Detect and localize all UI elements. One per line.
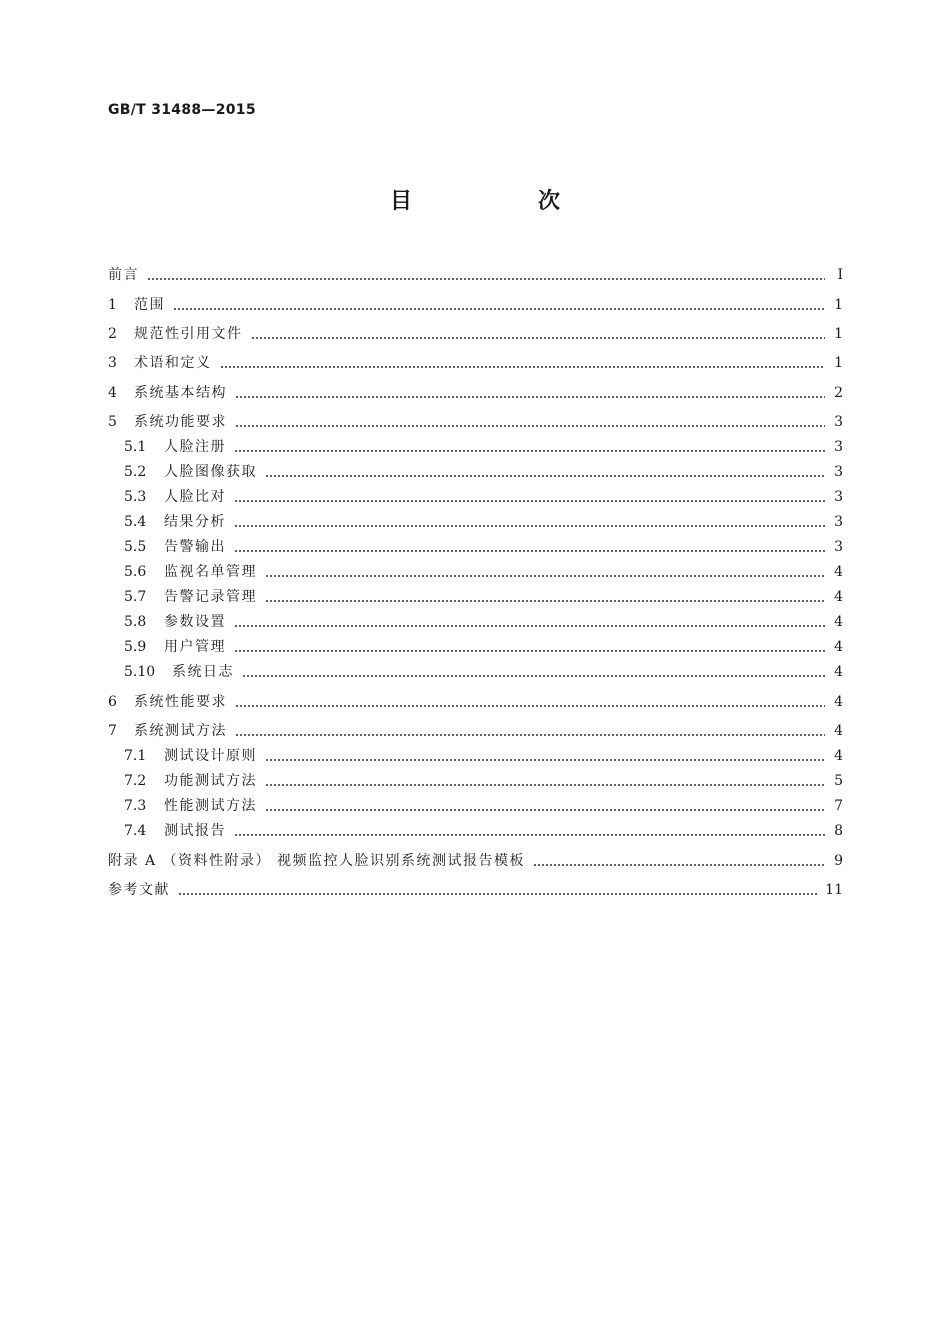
toc-dot-leader	[234, 650, 825, 652]
toc-entry[interactable]	[108, 848, 843, 870]
toc-title: 目 次	[389, 189, 612, 214]
toc-entry[interactable]	[124, 559, 843, 581]
toc-dot-leader	[265, 759, 825, 761]
toc-entry-page-number: 4	[834, 748, 843, 764]
toc-entry-page-number: 4	[834, 664, 843, 680]
toc-entry-page-number: 2	[834, 385, 843, 401]
toc-entry[interactable]	[108, 718, 843, 740]
toc-entry-number: 2	[108, 326, 117, 342]
toc-entry-title: 告警记录管理	[164, 589, 257, 605]
toc-dot-leader	[234, 450, 825, 452]
toc-entry-title: 系统测试方法	[134, 723, 227, 739]
toc-entry-title: 参考文献	[108, 882, 170, 898]
toc-entry-number: 5.4	[124, 514, 147, 530]
toc-entry-page-number: 3	[834, 439, 843, 455]
toc-entry[interactable]	[124, 793, 843, 815]
toc-dot-leader	[235, 425, 825, 427]
toc-entry-title: 监视名单管理	[164, 564, 257, 580]
toc-dot-leader	[234, 525, 825, 527]
toc-entry[interactable]	[124, 659, 843, 681]
toc-entry-page-number: 4	[834, 639, 843, 655]
toc-entry-page-number: 9	[834, 853, 843, 869]
toc-entry-page-number: 4	[834, 614, 843, 630]
toc-entry-page-number: 4	[834, 564, 843, 580]
toc-entry-page-number: 3	[834, 464, 843, 480]
toc-dot-leader	[235, 705, 825, 707]
toc-entry[interactable]	[124, 743, 843, 765]
toc-entry-number: 4	[108, 385, 117, 401]
toc-entry-title: 测试报告	[164, 823, 226, 839]
toc-entry-number: 5.8	[124, 614, 147, 630]
toc-dot-leader	[178, 893, 817, 895]
toc-dot-leader	[251, 337, 826, 339]
toc-entry-title: 告警输出	[164, 539, 226, 555]
toc-entry-title: 系统基本结构	[134, 385, 227, 401]
toc-dot-leader	[242, 675, 825, 677]
toc-entry-title: 参数设置	[164, 614, 226, 630]
toc-entry-title: 用户管理	[164, 639, 226, 655]
toc-entry-page-number: 7	[834, 798, 843, 814]
toc-entry-page-number: 4	[834, 589, 843, 605]
toc-dot-leader	[265, 784, 825, 786]
toc-entry-number: 5.9	[124, 639, 147, 655]
toc-entry-number: 7.3	[124, 798, 147, 814]
toc-entry[interactable]	[108, 321, 843, 343]
toc-dot-leader	[147, 278, 825, 280]
toc-dot-leader	[235, 734, 825, 736]
toc-entry[interactable]	[124, 459, 843, 481]
toc-entry-page-number: 3	[834, 414, 843, 430]
toc-entry-title: 前言	[108, 267, 139, 283]
toc-entry[interactable]	[108, 689, 843, 711]
toc-entry-number: 1	[108, 297, 117, 313]
toc-entry-title: 系统性能要求	[134, 694, 227, 710]
toc-dot-leader	[234, 550, 825, 552]
toc-dot-leader	[533, 864, 825, 866]
toc-entry-number: 6	[108, 694, 117, 710]
toc-entry[interactable]	[124, 818, 843, 840]
toc-entry-number: 5.5	[124, 539, 147, 555]
toc-entry[interactable]	[124, 534, 843, 556]
toc-entry-number: 5.1	[124, 439, 147, 455]
toc-entry-number: 5.3	[124, 489, 147, 505]
toc-dot-leader	[235, 396, 825, 398]
toc-entry-page-number: 4	[834, 723, 843, 739]
toc-entry-page-number: 8	[834, 823, 843, 839]
toc-entry-number: 5.2	[124, 464, 147, 480]
toc-dot-leader	[234, 834, 825, 836]
toc-dot-leader	[265, 809, 825, 811]
toc-entry-title: 系统功能要求	[134, 414, 227, 430]
toc-entry[interactable]	[124, 634, 843, 656]
toc-entry[interactable]	[108, 409, 843, 431]
toc-entry[interactable]	[124, 484, 843, 506]
toc-entry-title: 测试设计原则	[164, 748, 257, 764]
toc-dot-leader	[265, 475, 825, 477]
toc-entry-number: 3	[108, 355, 117, 371]
toc-entry-title: 结果分析	[164, 514, 226, 530]
standard-code: GB/T 31488—2015	[108, 102, 256, 118]
toc-entry-page-number: 4	[834, 694, 843, 710]
toc-entry[interactable]	[124, 609, 843, 631]
toc-entry-page-number: 1	[834, 297, 843, 313]
toc-entry-number: 7.4	[124, 823, 147, 839]
toc-entry-title: 系统日志	[172, 664, 234, 680]
toc-entry-page-number: 3	[834, 489, 843, 505]
toc-entry-page-number: 5	[834, 773, 843, 789]
toc-entry-title: 术语和定义	[134, 355, 212, 371]
toc-entry-number: 5.7	[124, 589, 147, 605]
toc-entry-page-number: 3	[834, 514, 843, 530]
toc-entry-title: 人脸图像获取	[164, 464, 257, 480]
toc-dot-leader	[173, 308, 825, 310]
toc-dot-leader	[234, 625, 825, 627]
toc-entry-title: 功能测试方法	[164, 773, 257, 789]
toc-entry-title: 人脸比对	[164, 489, 226, 505]
toc-dot-leader	[220, 366, 826, 368]
toc-entry[interactable]	[124, 434, 843, 456]
toc-entry-page-number: 3	[834, 539, 843, 555]
toc-entry-number: 5.10	[124, 664, 156, 680]
toc-dot-leader	[265, 600, 825, 602]
toc-dot-leader	[265, 575, 825, 577]
toc-entry[interactable]	[108, 262, 843, 284]
toc-entry[interactable]	[108, 877, 843, 899]
toc-entry-title: 规范性引用文件	[134, 326, 243, 342]
toc-entry-title: 附录 A （资料性附录） 视频监控人脸识别系统测试报告模板	[108, 853, 525, 869]
toc-entry-number: 7.1	[124, 748, 147, 764]
toc-entry-number: 5	[108, 414, 117, 430]
toc-entry[interactable]	[108, 380, 843, 402]
toc-entry-number: 7	[108, 723, 117, 739]
toc-entry-number: 7.2	[124, 773, 147, 789]
toc-entry[interactable]	[108, 350, 843, 372]
toc-entry[interactable]	[124, 584, 843, 606]
toc-entry-title: 范围	[134, 297, 165, 313]
toc-entry[interactable]	[108, 292, 843, 314]
toc-entry-title: 人脸注册	[164, 439, 226, 455]
toc-entry-page-number: 1	[834, 355, 843, 371]
toc-dot-leader	[234, 500, 825, 502]
toc-entry[interactable]	[124, 509, 843, 531]
toc-entry-page-number: Ⅰ	[837, 267, 843, 283]
toc-entry-title: 性能测试方法	[164, 798, 257, 814]
toc-entry-page-number: 11	[825, 882, 843, 898]
toc-entry-number: 5.6	[124, 564, 147, 580]
toc-entry[interactable]	[124, 768, 843, 790]
toc-entry-page-number: 1	[834, 326, 843, 342]
